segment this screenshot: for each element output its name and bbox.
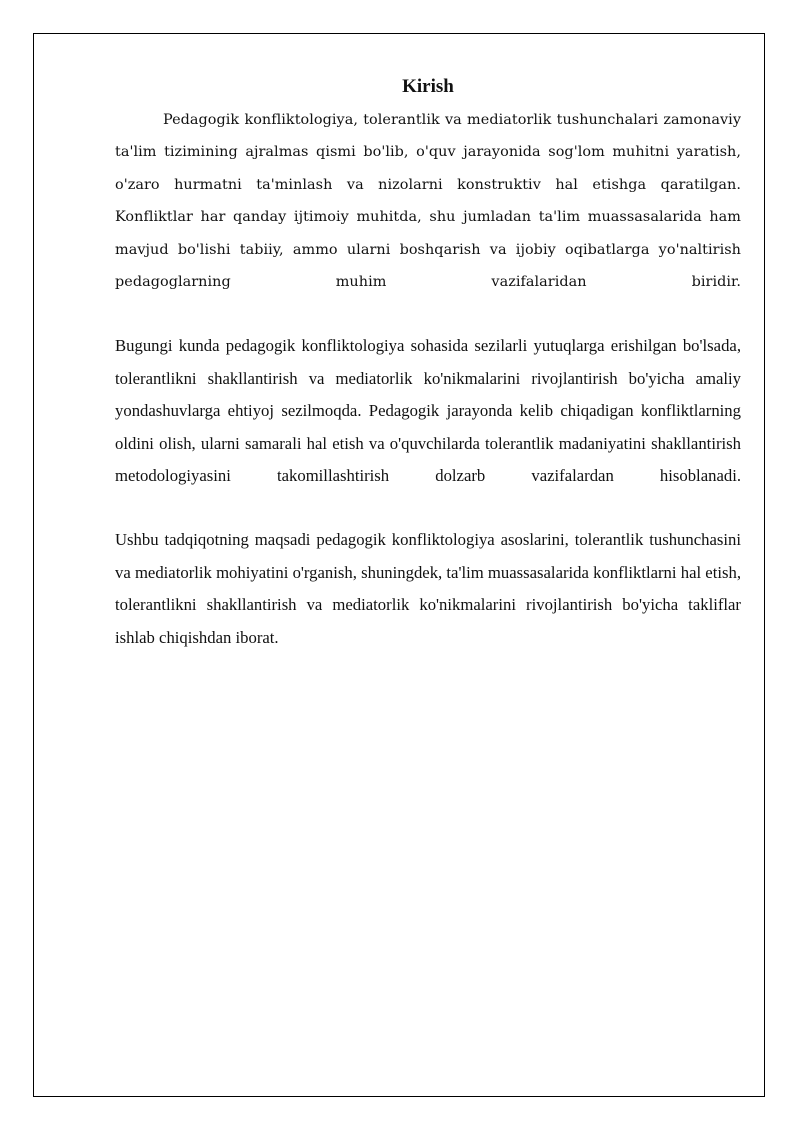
paragraph-2: Bugungi kunda pedagogik konfliktologiya sohasida sezilarli yutuqlarga erishilgan bo'lsada, tolerantlikni shakllantirish va mediatorlik ko'nikmalarini rivojlantirish bo'yicha amaliy yondashuvlarga ehtiyoj sezilmoqda. Pedagogik jarayonda kelib chiqadigan konfliktlarning oldini olish, ularni samarali hal etish va o'quvchilarda tolerantlik madaniyatini shakllantirish metodologiyasini takomillashtirish dolzarb vazifalardan hisoblanadi.: [115, 336, 741, 486]
paragraph-1: Pedagogik konfliktologiya, tolerantlik va mediatorlik tushunchalari zamonaviy ta'lim tizimining ajralmas qismi bo'lib, o'quv jarayonida sog'lom muhitni yaratish, o'zaro hurmatni ta'minlash va nizolarni konstruktiv hal etishga qaratilgan. Konfliktlar har qanday ijtimoiy muhitda, shu jumladan ta'lim muassasalarida ham mavjud bo'lishi tabiiy, ammo ularni boshqarish va ijobiy oqibatlarga yo'naltirish pedagoglarning muhim vazifalaridan biridir.: [115, 112, 741, 291]
document-body: [115, 74, 741, 686]
paragraph-3: Ushbu tadqiqotning maqsadi pedagogik konfliktologiya asoslarini, tolerantlik tushunchasini va mediatorlik mohiyatini o'rganish, shuningdek, ta'lim muassasalarida konfliktlarni hal etish, tolerantlikni shakllantirish va mediatorlik ko'nikmalarini rivojlantirish bo'yicha takliflar ishlab chiqishdan iborat.: [115, 530, 741, 647]
page-title: Kirish: [402, 76, 454, 97]
